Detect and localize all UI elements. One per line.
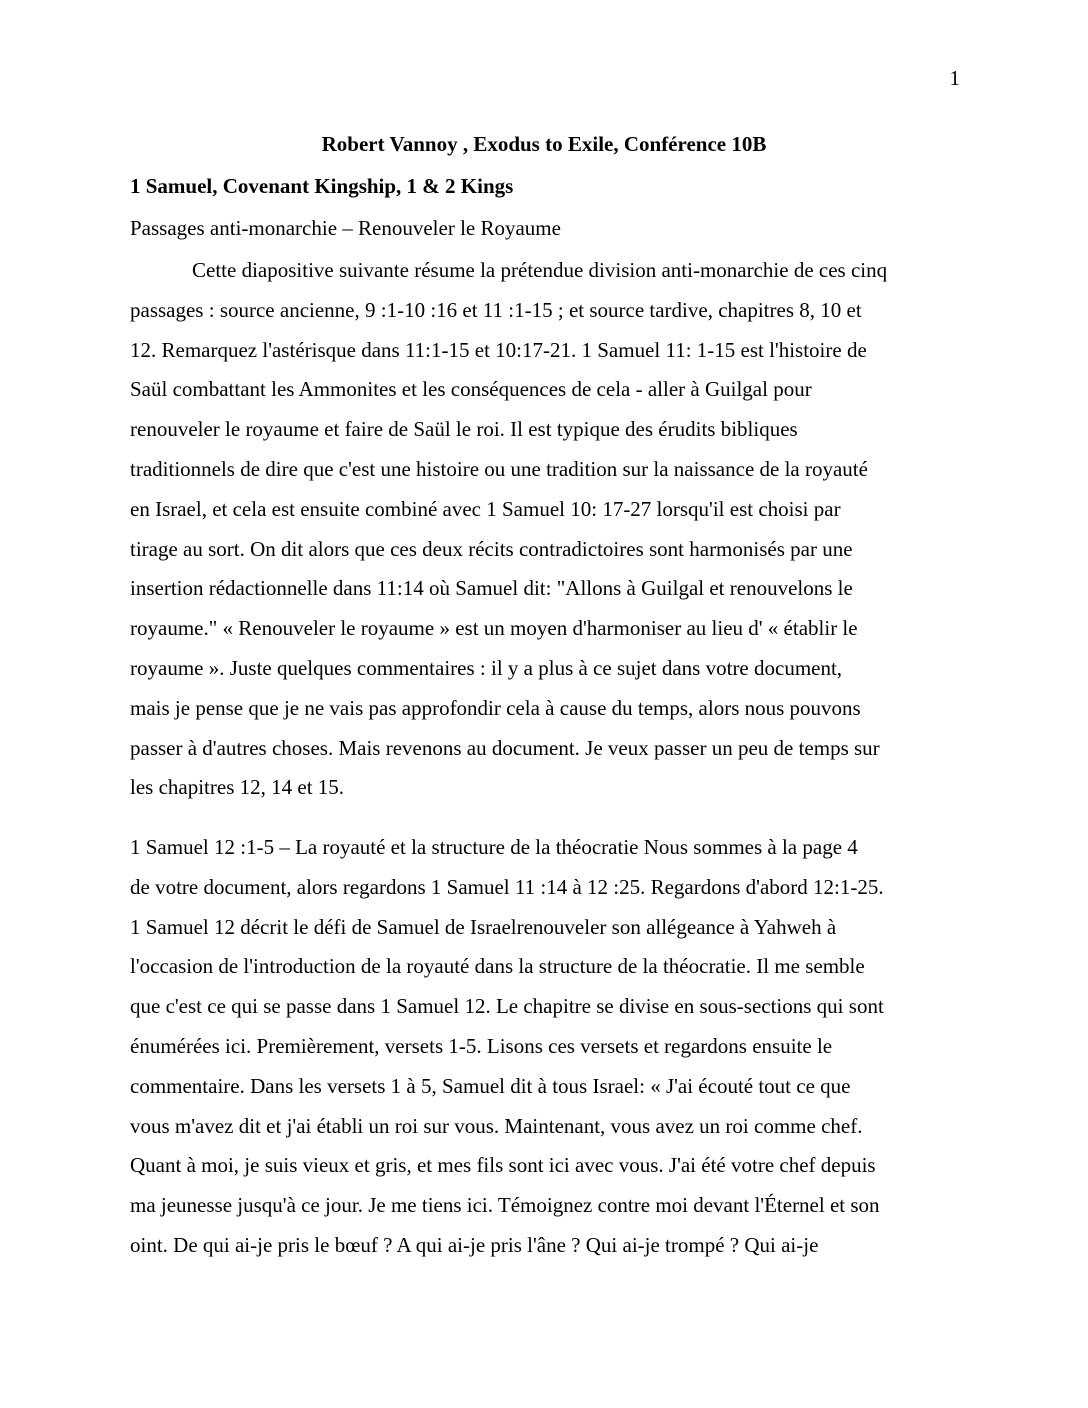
- paragraph-line: renouveler le royaume et faire de Saül le roi. Il est typique des érudits bibliques: [130, 417, 798, 442]
- paragraph-line: tirage au sort. On dit alors que ces deux récits contradictoires sont harmonisés par une: [130, 536, 853, 561]
- paragraph-line: insertion rédactionnelle dans 11:14 où Samuel dit: "Allons à Guilgal et renouvelons le: [130, 576, 853, 601]
- paragraph-samuel-12: [130, 828, 960, 1266]
- paragraph-line: Cette diapositive suivante résume la prétendue division anti-monarchie de ces cinq: [192, 258, 888, 282]
- paragraph-line: royaume." « Renouveler le royaume » est un moyen d'harmoniser au lieu d' « établir le: [130, 616, 858, 641]
- paragraph-line: 12. Remarquez l'astérisque dans 11:1-15 et 10:17-21. 1 Samuel 11: 1-15 est l'histoire de: [130, 337, 867, 362]
- paragraph-line: 1 Samuel 12 :1-5 – La royauté et la structure de la théocratie Nous sommes à la page 4: [130, 835, 858, 859]
- paragraph-line: mais je pense que je ne vais pas approfondir cela à cause du temps, alors nous pouvons: [130, 695, 861, 720]
- paragraph-line: ma jeunesse jusqu'à ce jour. Je me tiens ici. Témoignez contre moi devant l'Éternel et son: [130, 1193, 880, 1218]
- document-title: Robert Vannoy , Exodus to Exile, Conférence 10B: [321, 132, 767, 156]
- paragraph-line: Quant à moi, je suis vieux et gris, et mes fils sont ici avec vous. J'ai été votre chef depuis: [130, 1153, 876, 1178]
- paragraph-line: de votre document, alors regardons 1 Samuel 11 :14 à 12 :25. Regardons d'abord 12:1-25.: [130, 874, 884, 899]
- paragraph-line: énumérées ici. Premièrement, versets 1-5. Lisons ces versets et regardons ensuite le: [130, 1033, 833, 1058]
- paragraph-line: que c'est ce qui se passe dans 1 Samuel 12. Le chapitre se divise en sous-sections qui sont: [130, 994, 884, 1019]
- paragraph-line: 1 Samuel 12 décrit le défi de Samuel de Israelrenouveler son allégeance à Yahweh à: [130, 914, 837, 939]
- section-heading: Passages anti-monarchie – Renouveler le Royaume: [130, 216, 561, 240]
- page-number: 1: [949, 66, 960, 90]
- paragraph-line: en Israel, et cela est ensuite combiné avec 1 Samuel 10: 17-27 lorsqu'il est choisi par: [130, 496, 841, 521]
- paragraph-line: passer à d'autres choses. Mais revenons au document. Je veux passer un peu de temps sur: [130, 735, 880, 760]
- paragraph-line: commentaire. Dans les versets 1 à 5, Samuel dit à tous Israel: « J'ai écouté tout ce que: [130, 1073, 851, 1098]
- paragraph-line: oint. De qui ai-je pris le bœuf ? A qui ai-je pris l'âne ? Qui ai-je trompé ? Qui ai-je: [130, 1232, 819, 1257]
- paragraph-anti-monarchy: [130, 251, 960, 808]
- document-subtitle: 1 Samuel, Covenant Kingship, 1 & 2 Kings: [130, 174, 514, 198]
- paragraph-line: vous m'avez dit et j'ai établi un roi sur vous. Maintenant, vous avez un roi comme chef.: [130, 1113, 863, 1138]
- paragraph-line: les chapitres 12, 14 et 15.: [130, 775, 345, 800]
- paragraph-line: royaume ». Juste quelques commentaires : il y a plus à ce sujet dans votre document,: [130, 655, 843, 680]
- paragraph-line: Saül combattant les Ammonites et les conséquences de cela - aller à Guilgal pour: [130, 377, 812, 402]
- paragraph-line: l'occasion de l'introduction de la royauté dans la structure de la théocratie. Il me semble: [130, 954, 865, 979]
- paragraph-line: passages : source ancienne, 9 :1-10 :16 et 11 :1-15 ; et source tardive, chapitres 8, 10 et: [130, 297, 862, 322]
- paragraph-line: traditionnels de dire que c'est une histoire ou une tradition sur la naissance de la royauté: [130, 456, 868, 481]
